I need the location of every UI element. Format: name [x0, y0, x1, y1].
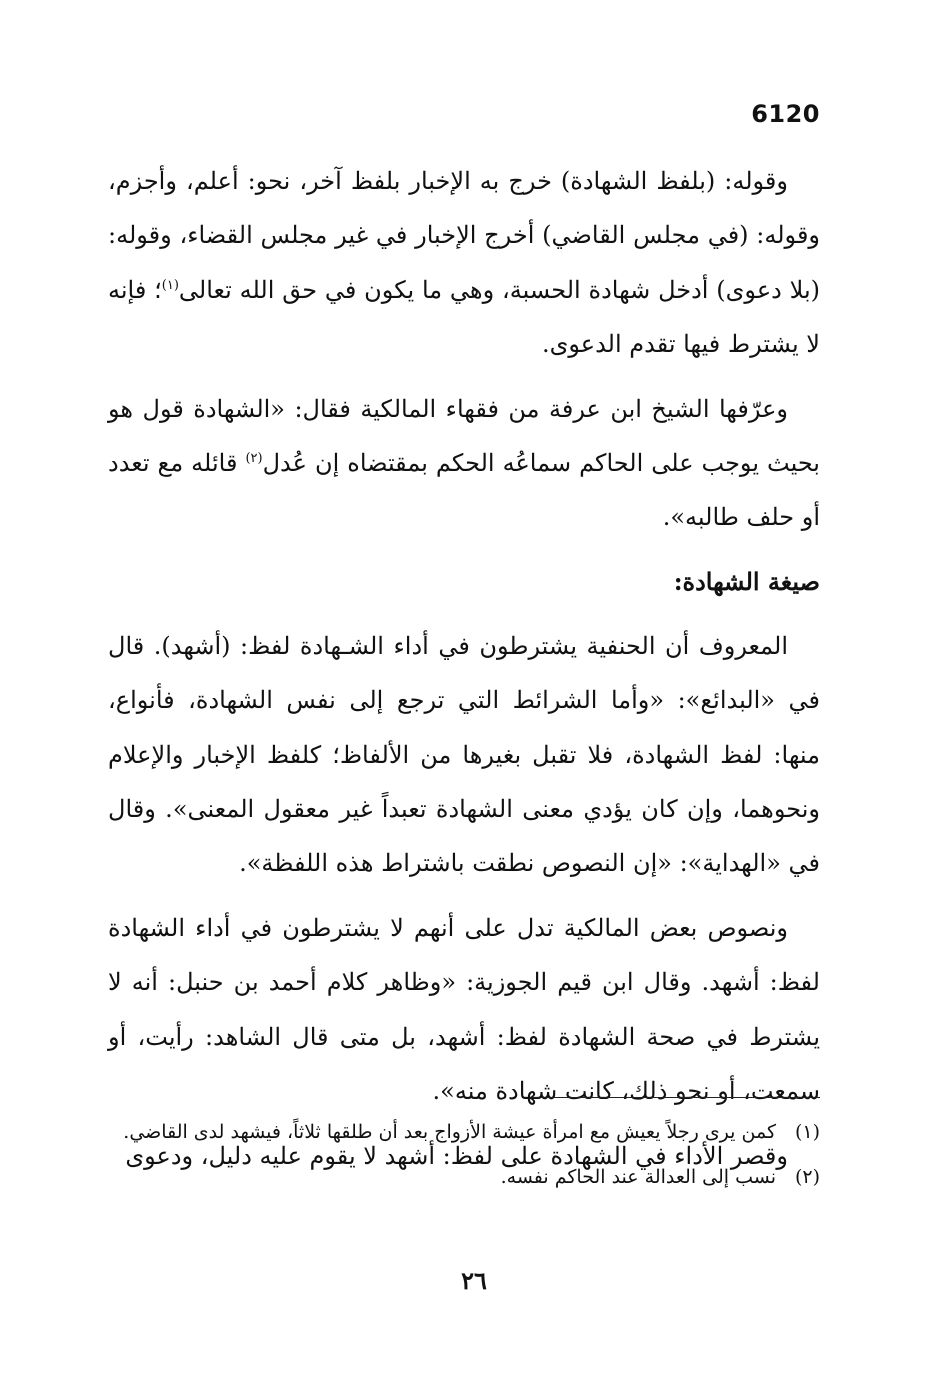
footnote-1: [108, 1116, 820, 1149]
footnote-separator: [530, 1097, 820, 1098]
paragraph-ibn-arafa-definition: [108, 382, 820, 545]
footnote-ref-2: (٢): [245, 451, 263, 467]
footnotes: [108, 1116, 820, 1206]
footnote-ref-1: (١): [161, 277, 179, 293]
footnote-2: [108, 1161, 820, 1194]
footnote-text: كمن يرى رجلاً يعيش مع امرأة عيشة الأزواج بعد أن طلقها ثلاثاً، فيشهد لدى القاضي.: [123, 1121, 776, 1143]
paragraph-hanafi-view: المعروف أن الحنفية يشترطون في أداء الشـهادة لفظ: (أشهد). قال في «البدائع»: «وأما الشرائط التي ترجع إلى نفس الشهادة، فأنواع، منها: لفظ الشهادة، فلا تقبل بغيرها من الألفاظ؛ كلفظ الإخبار والإعلام ونحوهما، وإن كان يؤدي معنى الشهادة تعبداً غير معقول المعنى». وقال في «الهداية»: «إن النصوص نطقت باشتراط هذه اللفظة».: [108, 631, 820, 878]
paragraph-text: وعرّفها الشيخ ابن عرفة من فقهاء المالكية فقال: «الشهادة قول هو بحيث يوجب على الحاكم سماعُه الحكم بمقتضاه إن عُدل: [108, 394, 820, 478]
section-heading: صيغة الشهادة:: [673, 566, 820, 596]
main-text: [108, 154, 820, 1193]
footnote-number: (١): [794, 1121, 820, 1143]
paragraph-text: قائله مع تعدد أو حلف طالبه».: [108, 449, 820, 532]
footnote-text: نسب إلى العدالة عند الحاكم نفسه.: [500, 1166, 776, 1188]
page-number: ٢٦: [461, 1266, 487, 1295]
paragraph-definition-explanation: [108, 154, 820, 372]
paragraph-text: ؛ فإنه لا يشترط فيها تقدم الدعوى.: [108, 275, 820, 359]
footnote-number: (٢): [794, 1166, 820, 1188]
paragraph-maliki-view: ونصوص بعض المالكية تدل على أنهم لا يشترطون في أداء الشهادة لفظ: أشهد. وقال ابن قيم الجوزية: «وظاهر كلام أحمد بن حنبل: أنه لا يشترط في صحة الشهادة لفظ: أشهد، بل متى قال الشاهد: رأيت، أو سمعت، أو نحو ذلك، كانت شهادة منه».: [108, 913, 820, 1106]
paragraph-continuation: وقصر الأداء في الشهادة على لفظ: أشهد لا يقوم عليه دليل، ودعوى: [125, 1141, 788, 1170]
page-identifier: 6120: [751, 100, 820, 128]
paragraph-text: وقوله: (بلفظ الشهادة) خرج به الإخبار بلفظ آخر، نحو: أعلم، وأجزم، وقوله: (في مجلس القاضي) أخرج الإخبار في غير مجلس القضاء، وقوله: (بلا دعوى) أدخل شهادة الحسبة، وهي ما يكون في حق الله تعالى: [108, 167, 820, 304]
